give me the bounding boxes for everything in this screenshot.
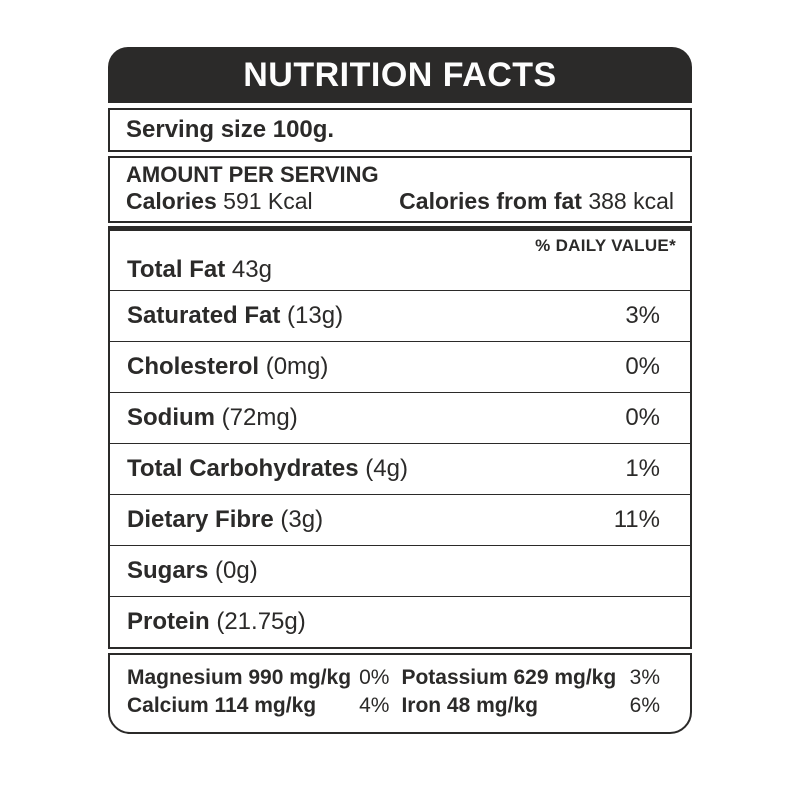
nutrient-label — [127, 353, 328, 381]
calories-label: Calories — [126, 188, 224, 214]
calories-from-fat-value: 388 kcal — [588, 188, 674, 214]
nutrient-row-cholesterol — [110, 341, 690, 392]
nutrient-dv: 3% — [625, 302, 660, 329]
mineral-dv: 3% — [629, 666, 660, 689]
label-header-bar — [108, 47, 692, 103]
nutrient-row-sugars — [110, 545, 690, 596]
nutrient-dv: 0% — [625, 353, 660, 380]
daily-value-heading: % DAILY VALUE* — [535, 236, 676, 255]
nutrient-row-protein — [110, 596, 690, 647]
nutrient-name: Sugars — [127, 557, 216, 584]
mineral-item-iron — [401, 692, 660, 720]
nutrient-amount: (0g) — [215, 557, 258, 584]
nutrient-amount: (4g) — [365, 455, 408, 482]
nutrient-dv: 1% — [625, 455, 660, 482]
serving-size-row — [108, 108, 692, 152]
nutrient-name: Saturated Fat — [127, 302, 288, 329]
amount-per-serving-section — [108, 156, 692, 223]
nutrient-amount: 43g — [231, 256, 272, 283]
calories-line — [126, 188, 674, 215]
nutrient-name: Total Carbohydrates — [127, 455, 366, 482]
nutrition-facts-label — [108, 47, 692, 734]
nutrient-amount: (3g) — [280, 506, 324, 533]
minerals-section — [108, 653, 692, 734]
nutrient-amount: (72mg) — [221, 404, 298, 431]
nutrient-name: Protein — [127, 608, 217, 635]
nutrient-row-sodium — [110, 392, 690, 443]
nutrient-label — [127, 256, 272, 284]
nutrient-name: Cholesterol — [127, 353, 266, 380]
mineral-name: Potassium 629 mg/kg — [401, 666, 617, 689]
nutrient-amount: (0mg) — [265, 353, 329, 380]
nutrient-label — [127, 404, 298, 432]
nutrient-name: Dietary Fibre — [127, 506, 281, 533]
nutrient-amount: (13g) — [287, 302, 344, 329]
amount-per-serving-heading: AMOUNT PER SERVING — [126, 162, 379, 187]
nutrient-label — [127, 608, 306, 636]
nutrient-label — [127, 455, 408, 483]
calories-item — [126, 188, 313, 215]
mineral-item-potassium — [401, 664, 660, 692]
nutrient-row-total-carbohydrates — [110, 443, 690, 494]
mineral-item-calcium — [127, 692, 389, 720]
nutrient-name: Total Fat — [127, 256, 232, 283]
nutrient-label — [127, 302, 343, 330]
mineral-dv: 4% — [359, 694, 390, 717]
mineral-item-magnesium — [127, 664, 389, 692]
nutrient-dv: 11% — [613, 506, 660, 533]
nutrient-dv: 0% — [625, 404, 660, 431]
nutrient-row-dietary-fibre — [110, 494, 690, 545]
mineral-name: Calcium 114 mg/kg — [127, 694, 317, 717]
label-title: NUTRITION FACTS — [243, 55, 557, 94]
nutrient-label — [127, 557, 258, 585]
serving-size-text: Serving size 100g. — [126, 116, 335, 143]
mineral-dv: 0% — [359, 666, 390, 689]
nutrient-label — [127, 506, 323, 534]
nutrient-name: Sodium — [127, 404, 222, 431]
nutrient-amount: (21.75g) — [216, 608, 306, 635]
mineral-name: Magnesium 990 mg/kg — [127, 666, 352, 689]
calories-value: 591 Kcal — [223, 188, 313, 214]
nutrient-row-total-fat — [110, 256, 690, 290]
calories-from-fat-label: Calories from fat — [399, 188, 589, 214]
mineral-name: Iron 48 mg/kg — [401, 694, 538, 717]
calories-from-fat-item — [399, 188, 674, 215]
nutrients-section — [108, 226, 692, 649]
nutrient-row-saturated-fat — [110, 290, 690, 341]
mineral-dv: 6% — [629, 694, 660, 717]
